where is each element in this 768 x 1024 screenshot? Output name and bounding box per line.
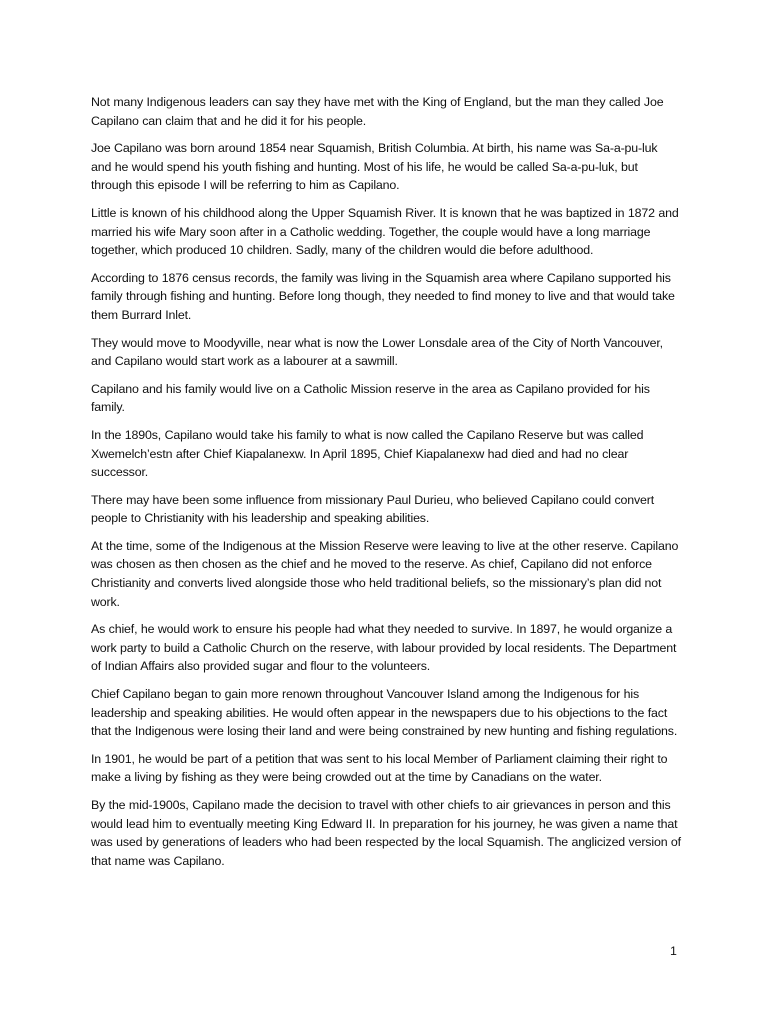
paragraph: Not many Indigenous leaders can say they have met with the King of England, but the man they called Joe Capilano can claim that and he did it for his people. xyxy=(91,95,664,128)
document-body xyxy=(91,93,681,879)
paragraph: By the mid-1900s, Capilano made the decision to travel with other chiefs to air grievances in person and this would lead him to eventually meeting King Edward II. In preparation for his journey, he was given a name that was used by generations of leaders who had been respected by the local Squamish. The anglicized version of that name was Capilano. xyxy=(91,798,681,868)
paragraph: In 1901, he would be part of a petition that was sent to his local Member of Parliament claiming their right to make a living by fishing as they were being crowded out at the time by Canadians on the water. xyxy=(91,751,668,785)
paragraph: At the time, some of the Indigenous at the Mission Reserve were leaving to live at the other reserve. Capilano was chosen as then chosen as the chief and he moved to the reserve. As chief, Capilano did not enforce Christianity and converts lived alongside those who held traditional beliefs, so the missionary’s plan did not work. xyxy=(91,538,679,609)
paragraph: Chief Capilano began to gain more renown throughout Vancouver Island among the Indigenous for his leadership and speaking abilities. He would often appear in the newspapers due to his objections to the fact that the Indigenous were losing their land and were being constrained by new hunting and fishing regulations. xyxy=(91,687,678,739)
paragraph: In the 1890s, Capilano would take his family to what is now called the Capilano Reserve but was called Xwemelch’estn after Chief Kiapalanexw. In April 1895, Chief Kiapalanexw had died and had no clear successor. xyxy=(91,427,644,480)
paragraph: Little is known of his childhood along the Upper Squamish River. It is known that he was baptized in 1872 and married his wife Mary soon after in a Catholic wedding. Together, the couple would have a long marriage together, which produced 10 children. Sadly, many of the children would die before adulthood. xyxy=(91,205,679,258)
page-number: 1 xyxy=(670,944,677,958)
paragraph: There may have been some influence from missionary Paul Durieu, who believed Capilano could convert people to Christianity with his leadership and speaking abilities. xyxy=(91,492,655,526)
paragraph: As chief, he would work to ensure his people had what they needed to survive. In 1897, he would organize a work party to build a Catholic Church on the reserve, with labour provided by local residents. The Department of Indian Affairs also provided sugar and flour to the volunteers. xyxy=(91,622,677,674)
paragraph: They would move to Moodyville, near what is now the Lower Lonsdale area of the City of North Vancouver, and Capilano would start work as a labourer at a sawmill. xyxy=(91,335,663,369)
paragraph: According to 1876 census records, the family was living in the Squamish area where Capilano supported his family through fishing and hunting. Before long though, they needed to find money to live and that would take them Burrard Inlet. xyxy=(91,270,675,322)
paragraph: Capilano and his family would live on a Catholic Mission reserve in the area as Capilano provided for his family. xyxy=(91,381,650,415)
paragraph: Joe Capilano was born around 1854 near Squamish, British Columbia. At birth, his name was Sa-a-pu-luk and he would spend his youth fishing and hunting. Most of his life, he would be called Sa-a-pu-luk, but through this episode I will be referring to him as Capilano. xyxy=(91,141,658,193)
